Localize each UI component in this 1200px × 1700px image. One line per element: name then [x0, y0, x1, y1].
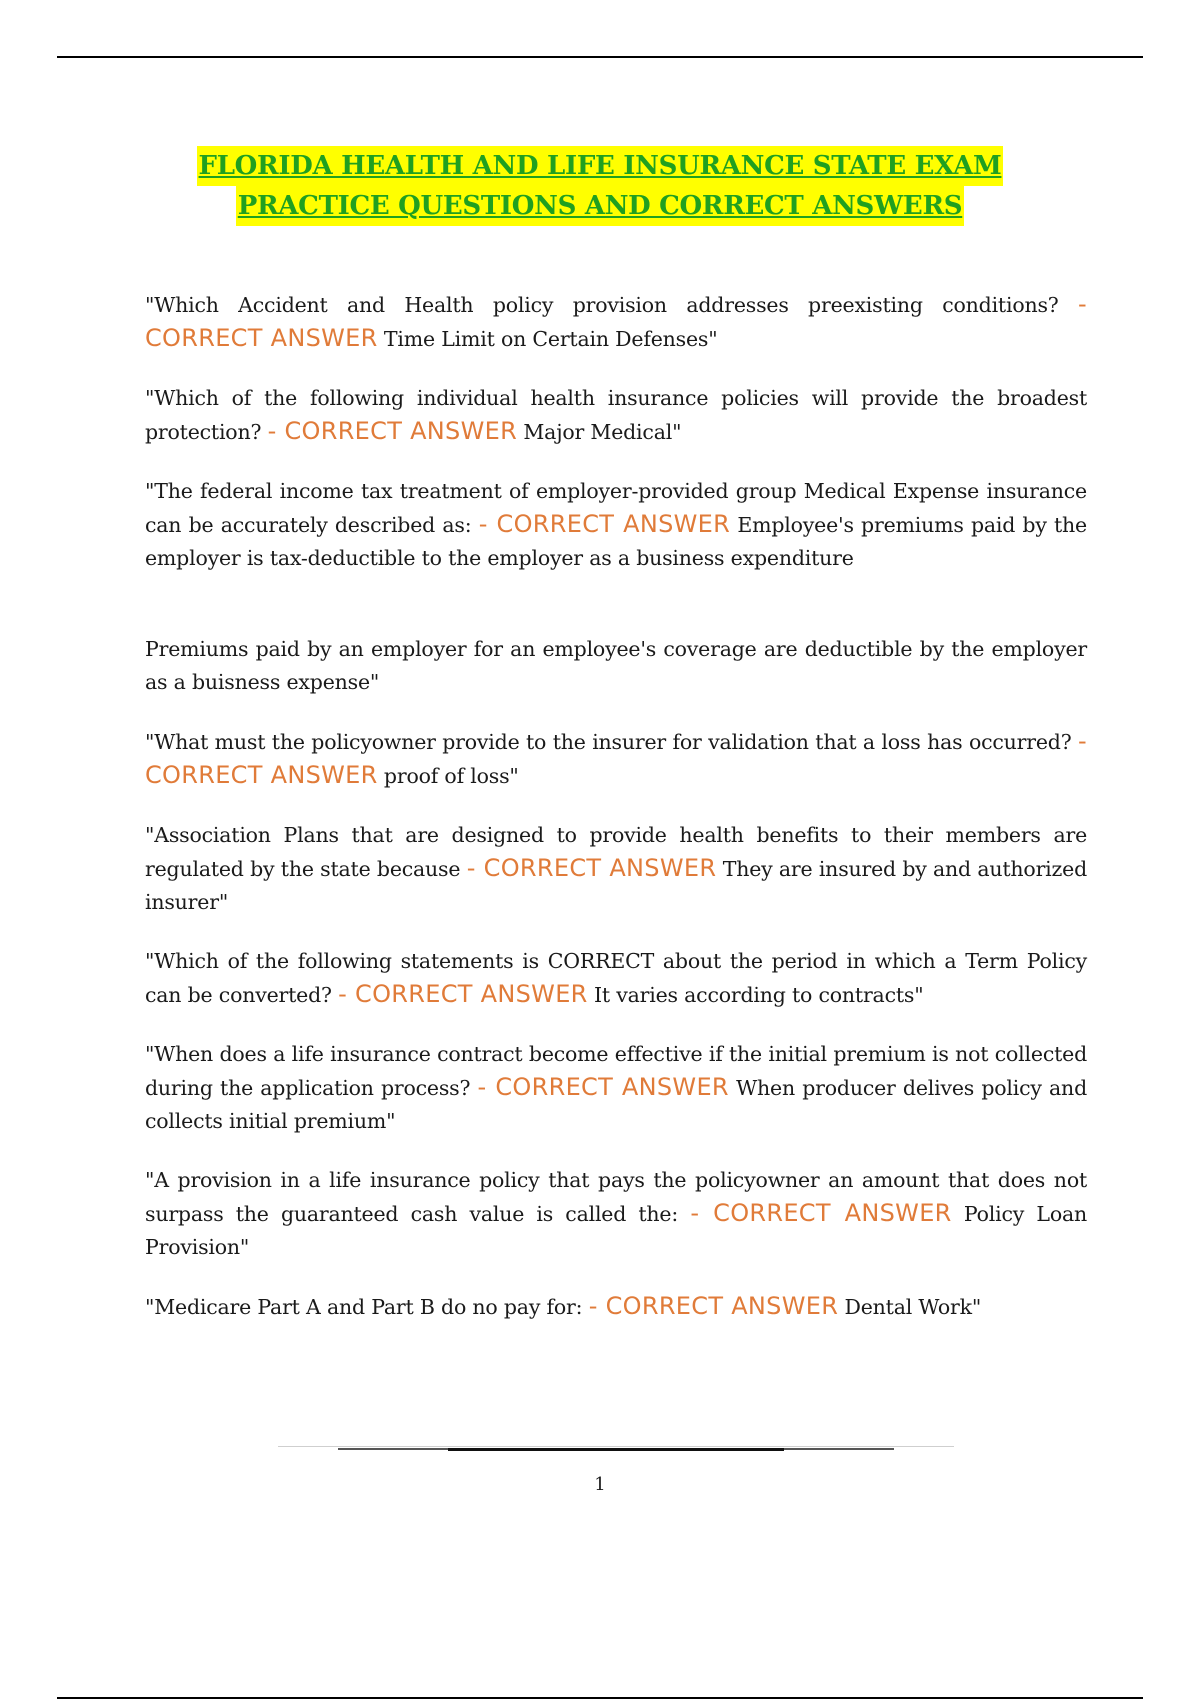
header-rule	[57, 56, 1143, 58]
question-text: "What must the policyowner provide to the insurer for validation that a loss has occurred?	[145, 730, 1072, 754]
answer-marker: - CORRECT ANSWER	[267, 417, 518, 445]
answer-text: Policy Loan Provision"	[145, 1202, 1088, 1259]
question-text: "Medicare Part A and Part B do no pay for:	[145, 1295, 583, 1319]
answer-text: They are insured by and authorized insurer"	[145, 857, 1087, 914]
answer-marker: - CORRECT ANSWER	[588, 1292, 839, 1320]
qa-item-4	[145, 725, 1087, 793]
qa-item-2	[145, 382, 1087, 449]
question-text: "Which Accident and Health policy provision addresses preexisting conditions?	[145, 293, 1059, 317]
answer-marker: - CORRECT ANSWER	[145, 727, 1087, 789]
answer-marker: - CORRECT ANSWER	[477, 1073, 729, 1101]
answer-text: Major Medical"	[523, 420, 682, 444]
answer-text: proof of loss"	[383, 764, 519, 788]
answer-text: When producer delives policy and collects initial premium"	[145, 1076, 1087, 1133]
question-text: "Which of the following statements is CORRECT about the period in which a Term Policy can be converted?	[145, 949, 1087, 1007]
answer-marker: - CORRECT ANSWER	[690, 1199, 952, 1227]
answer-marker: - CORRECT ANSWER	[478, 510, 731, 538]
qa-item-3	[145, 475, 1087, 575]
qa-item-8	[145, 1164, 1087, 1264]
qa-item-7	[145, 1038, 1087, 1138]
qa-item-5	[145, 819, 1087, 919]
answer-text: Premiums paid by an employer for an employee's coverage are deductible by the employer as a buisness expense"	[145, 637, 1087, 694]
answer-text: Dental Work"	[844, 1295, 982, 1319]
page-number: 1	[594, 1474, 606, 1495]
question-text: "When does a life insurance contract become effective if the initial premium is not collected during the application process?	[145, 1042, 1087, 1100]
answer-marker: - CORRECT ANSWER	[145, 290, 1087, 352]
question-text: "A provision in a life insurance policy that pays the policyowner an amount that does not surpass the guaranteed cash value is called the:	[145, 1168, 1087, 1226]
qa-item-1	[145, 288, 1087, 356]
answer-marker: - CORRECT ANSWER	[466, 854, 717, 882]
answer-text: It varies according to contracts"	[593, 983, 924, 1007]
answer-marker: - CORRECT ANSWER	[338, 980, 588, 1008]
title-line-1: FLORIDA HEALTH AND LIFE INSURANCE STATE EXAM	[197, 146, 1004, 186]
question-text: "The federal income tax treatment of employer-provided group Medical Expense insurance can be accurately described as:	[145, 479, 1087, 537]
qa-item-3-continuation	[145, 633, 1087, 699]
page-bottom-rule	[57, 1697, 1143, 1699]
qa-item-9	[145, 1290, 1087, 1324]
answer-text: Employee's premiums paid by the employer is tax-deductible to the employer as a business expenditure	[145, 513, 1087, 570]
qa-list	[145, 288, 1087, 1350]
answer-text: Time Limit on Certain Defenses"	[383, 327, 718, 351]
question-text: "Association Plans that are designed to provide health benefits to their members are regulated by the state because	[145, 823, 1087, 881]
qa-item-6	[145, 945, 1087, 1012]
document-title	[100, 146, 1100, 226]
title-line-2: PRACTICE QUESTIONS AND CORRECT ANSWERS	[236, 186, 964, 226]
footer-divider	[278, 1446, 954, 1451]
question-text: "Which of the following individual health insurance policies will provide the broadest protection?	[145, 386, 1087, 444]
